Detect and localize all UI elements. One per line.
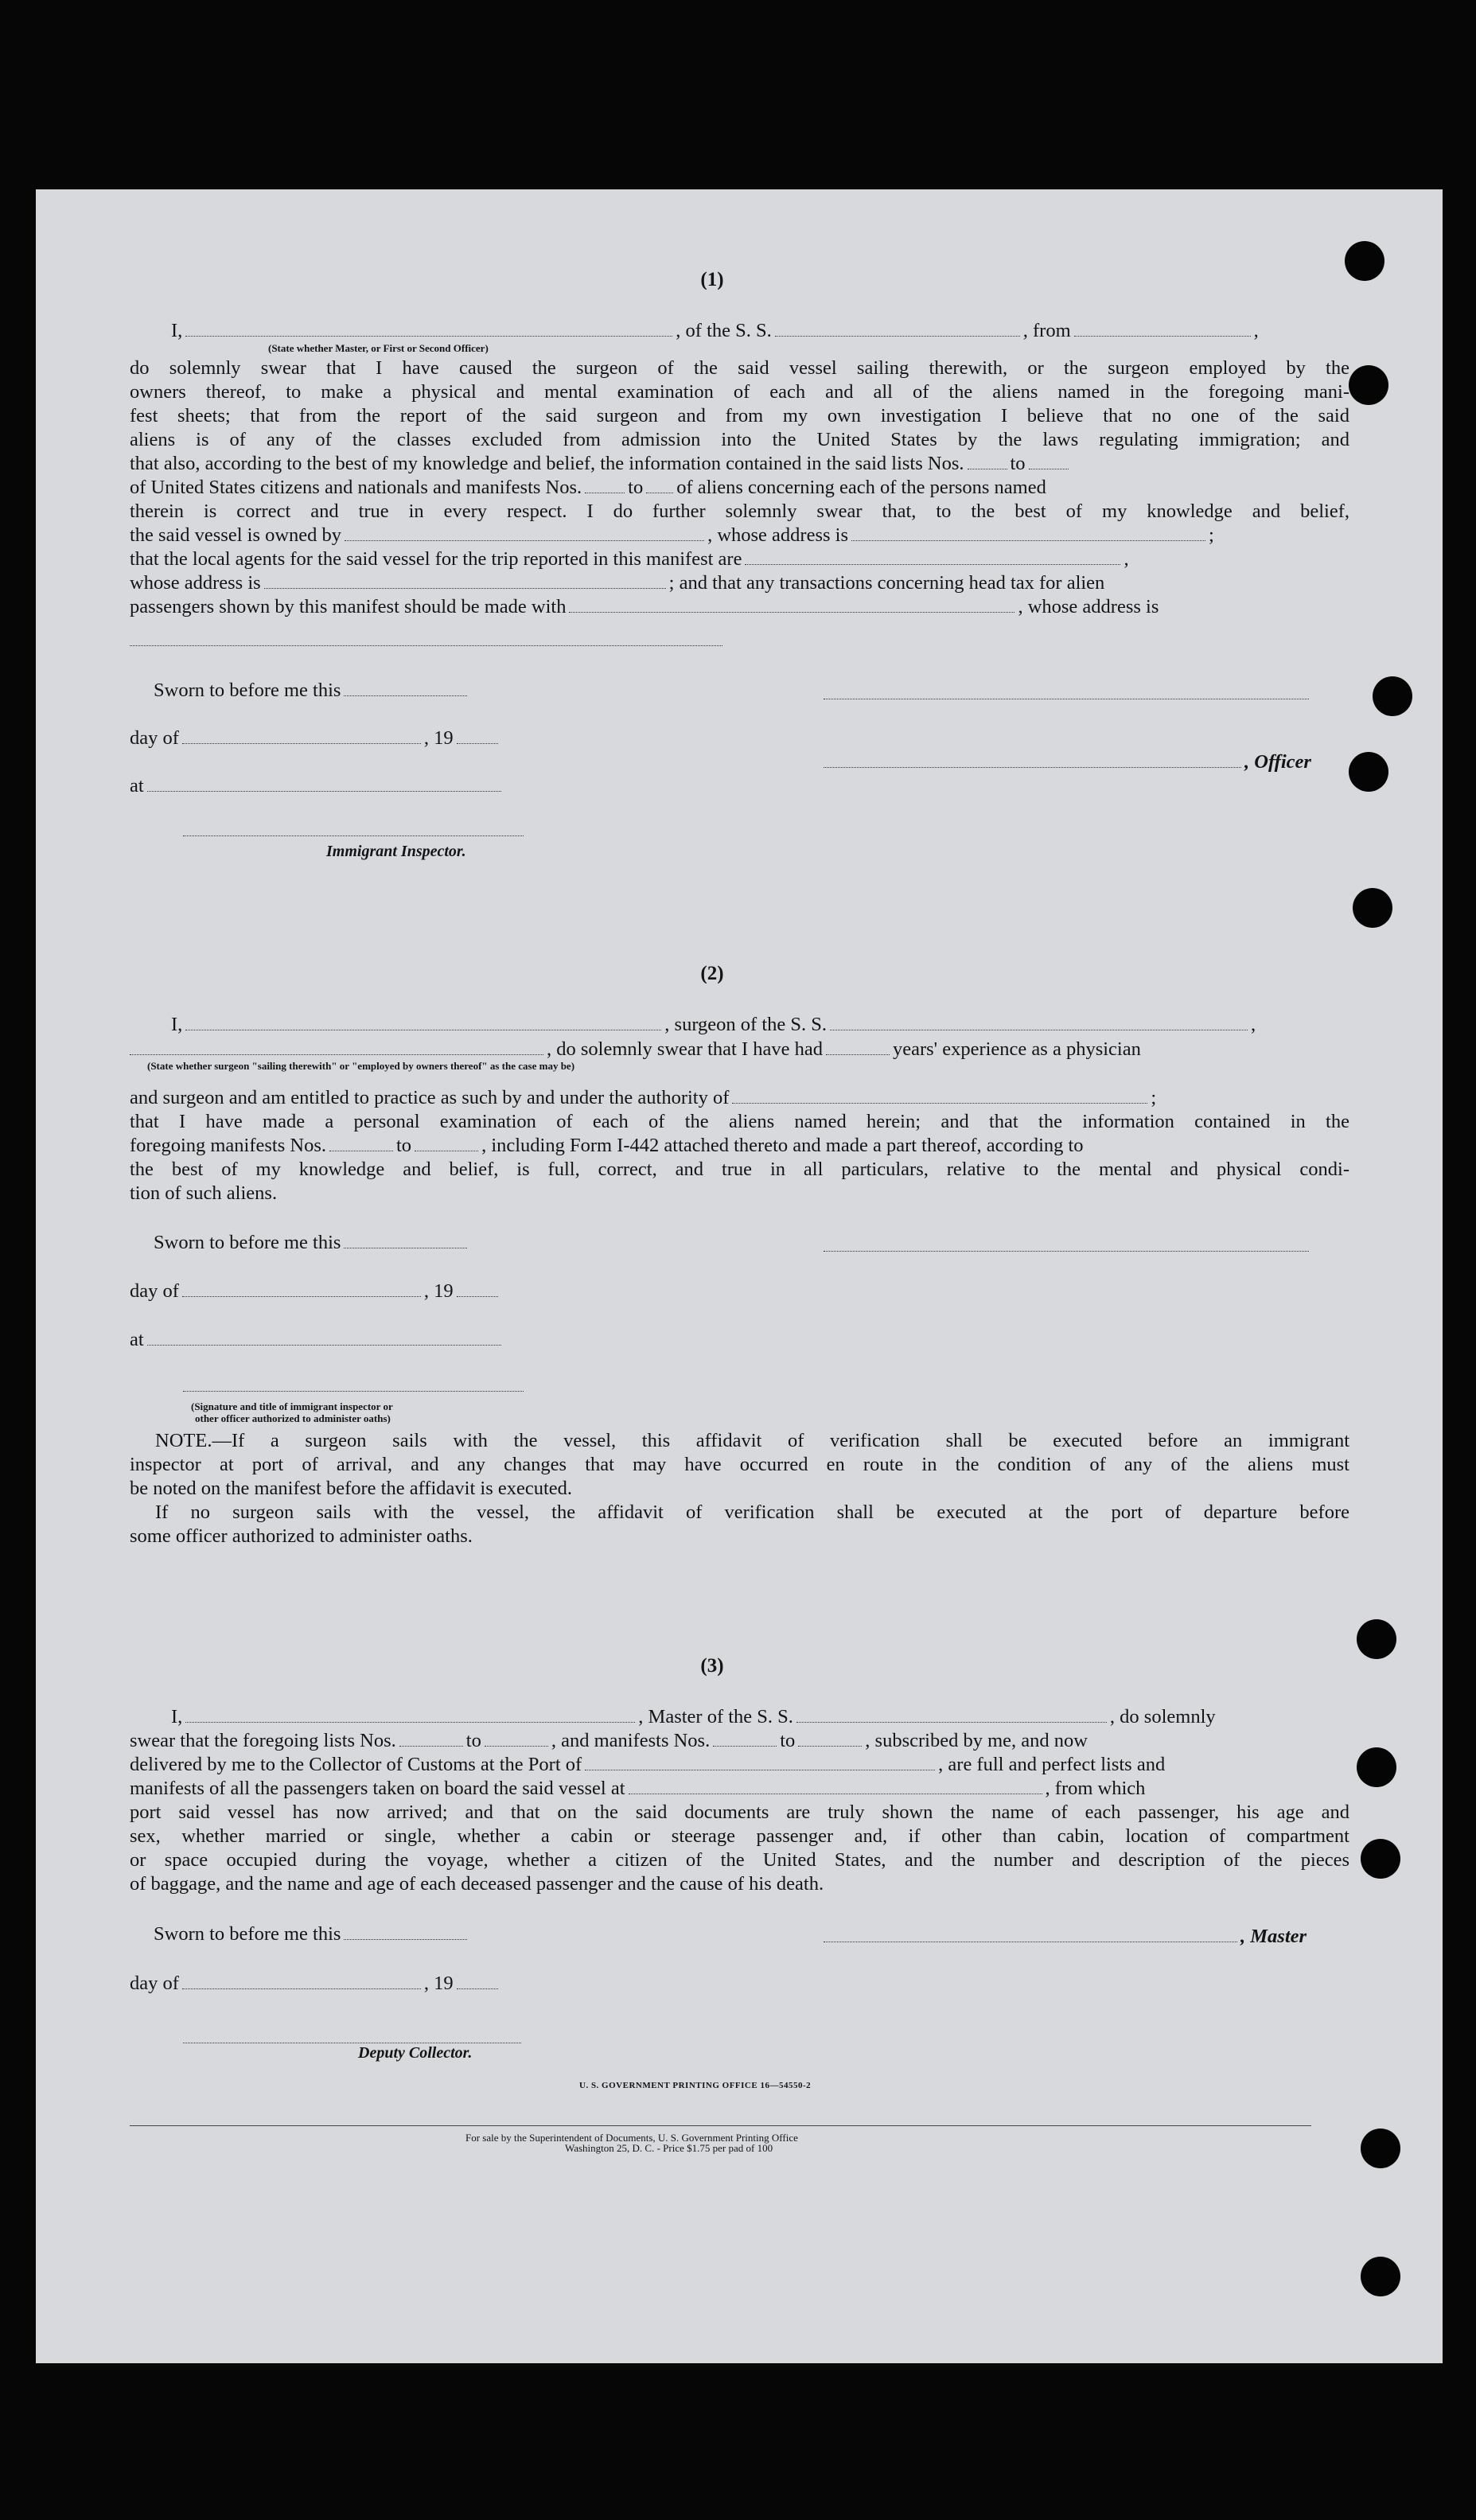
section-3-line-2: swear that the foregoing lists Nos. to , and manifests Nos. to , subscribed by me, and now [130,1730,1088,1751]
at-label: at [130,774,504,798]
signer-title-note: other officer authorized to administer oaths) [195,1412,391,1424]
section-1-line-1: I, , of the S. S. , from , [171,320,1259,341]
address-blank [130,645,722,646]
lists-nos-line: that also, according to the best of my knowledge and belief, the information contained in the said lists Nos. to [130,452,1072,476]
punch-hole-icon [1361,2257,1400,2296]
punch-hole-icon [1357,1619,1396,1659]
whose-address-line: whose address is ; and that any transactions concerning head tax for alien [130,572,1105,594]
condition-line: tion of such aliens. [130,1182,278,1204]
sale-notice-line-1: For sale by the Superintendent of Documents, U. S. Government Printing Office [465,2132,798,2144]
oath-para-line: owners thereof, to make a physical and mental examination of each and all of the aliens named in the foregoing mani- [130,381,1349,403]
punch-hole-icon [1373,676,1412,716]
punch-hole-icon [1349,752,1388,792]
section-2-line-2: , do solemnly swear that I have had years' experience as a physician [130,1038,1141,1061]
gpo-imprint: U. S. GOVERNMENT PRINTING OFFICE 16—54550-2 [579,2081,812,2090]
signature-blank-2 [824,1251,1309,1252]
punch-hole-icon [1353,888,1392,928]
officer-signature: , Officer [824,750,1311,774]
inspector-signature-line-2 [183,1391,524,1392]
inspector-signature-line [183,835,524,836]
correctness-line: the best of my knowledge and belief, is full, correct, and true in all particulars, relative to the mental and physical condi- [130,1159,1349,1180]
surgeon-status-note: (State whether surgeon "sailing therewith" or "employed by owners thereof" as the case may be) [147,1060,575,1072]
form-page [36,189,1443,2363]
at-label-2: at [130,1328,504,1352]
oath-para-line: fest sheets; that from the report of the said surgeon and from my own investigation I believe that no one of the said [130,405,1349,426]
immigrant-inspector-label: Immigrant Inspector. [326,843,466,860]
officer-rank-note: (State whether Master, or First or Second Officer) [268,342,489,354]
section-3-line-4: manifests of all the passengers taken on board the said vessel at , from which [130,1778,1146,1799]
punch-hole-icon [1361,2129,1400,2168]
section-3-para-line: sex, whether married or single, whether a cabin or steerage passenger and, if other than cabin, location of compartment [130,1825,1349,1847]
manifests-nos-line-2: foregoing manifests Nos. to , including Form I-442 attached thereto and made a part thereof, according to [130,1135,1084,1156]
sale-notice-line-2: Washington 25, D. C. - Price $1.75 per pad of 100 [565,2142,773,2154]
note-line: be noted on the manifest before the affidavit is executed. [130,1478,573,1499]
punch-hole-icon [1361,1839,1400,1879]
local-agents-line: that the local agents for the said vessel for the trip reported in this manifest are , [130,548,1129,570]
signer-title-note: (Signature and title of immigrant inspector or [191,1400,393,1412]
sworn-label-2: Sworn to before me this [154,1231,470,1255]
punch-hole-icon [1357,1747,1396,1787]
section-3-para-line: or space occupied during the voyage, whether a citizen of the United States, and the number and description of the pieces [130,1849,1349,1871]
section-1-heading: (1) [700,269,724,290]
manifests-nos-line: of United States citizens and nationals and manifests Nos. to of aliens concerning each of the persons named [130,477,1046,498]
section-3-line-1: I, , Master of the S. S. , do solemnly [171,1706,1216,1727]
section-3-para-line: of baggage, and the name and age of each deceased passenger and the cause of his death. [130,1873,824,1895]
section-2-line-1: I, , surgeon of the S. S. , [171,1014,1256,1035]
punch-hole-icon [1349,365,1388,405]
section-2-heading: (2) [700,963,724,984]
oath-para-line: aliens is of any of the classes excluded from admission into the United States by the laws regulating immigration; and [130,429,1349,450]
authority-line: and surgeon and am entitled to practice as such by and under the authority of ; [130,1087,1157,1108]
oath-para-line: do solemnly swear that I have caused the surgeon of the said vessel sailing therewith, or the surgeon employed by the [130,357,1349,379]
section-3-para-line: port said vessel has now arrived; and that on the said documents are truly shown the name of each passenger, his age and [130,1801,1349,1823]
footer-rule [130,2125,1311,2126]
deputy-collector-label: Deputy Collector. [358,2044,473,2062]
day-of-label: day of , 19 [130,726,501,750]
note-line: some officer authorized to administer oaths. [130,1525,473,1547]
sworn-label-3: Sworn to before me this [154,1922,470,1946]
owned-by-line: the said vessel is owned by , whose address is ; [130,524,1214,546]
day-of-label-2: day of , 19 [130,1279,501,1303]
section-3-heading: (3) [700,1655,724,1677]
day-of-label-3: day of , 19 [130,1972,501,1996]
section-3-line-3: delivered by me to the Collector of Customs at the Port of , are full and perfect lists and [130,1754,1166,1775]
note-line: If no surgeon sails with the vessel, the affidavit of verification shall be executed at the port of departure before [155,1501,1349,1523]
note-line: inspector at port of arrival, and any changes that may have occurred en route in the condition of any of the aliens must [130,1454,1349,1475]
examination-line: that I have made a personal examination of each of the aliens named herein; and that the information contained in the [130,1111,1349,1132]
sworn-label: Sworn to before me this [154,679,470,703]
passengers-line: passengers shown by this manifest should be made with , whose address is [130,596,1159,617]
correct-line: therein is correct and true in every respect. I do further solemnly swear that, to the best of my knowledge and belief, [130,500,1349,522]
master-signature: , Master [824,1925,1307,1949]
note-line: NOTE.—If a surgeon sails with the vessel, this affidavit of verification shall be executed before an immigrant [155,1430,1349,1451]
punch-hole-icon [1345,241,1384,281]
